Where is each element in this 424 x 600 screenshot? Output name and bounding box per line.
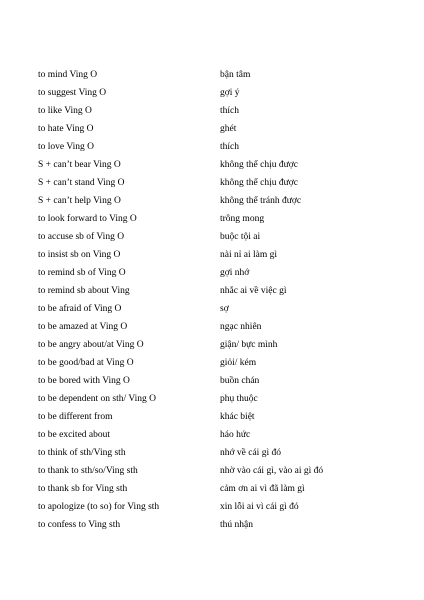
english-phrase: to look forward to Ving O xyxy=(38,214,137,224)
english-phrase: to thank to sth/so/Ving sth xyxy=(38,466,138,476)
vocabulary-entry xyxy=(38,66,418,84)
vietnamese-meaning: giỏi/ kém xyxy=(220,358,257,368)
english-phrase: to be different from xyxy=(38,412,113,422)
english-phrase: to like Ving O xyxy=(38,106,92,116)
english-phrase: to suggest Ving O xyxy=(38,88,107,98)
vietnamese-meaning: buộc tội ai xyxy=(220,232,261,242)
vietnamese-meaning: bận tâm xyxy=(220,70,251,80)
vietnamese-meaning: thích xyxy=(220,106,239,116)
english-phrase: S + can’t help Ving O xyxy=(38,196,121,206)
vietnamese-meaning: ngạc nhiên xyxy=(220,322,262,332)
english-phrase: to think of sth/Ving sth xyxy=(38,448,126,458)
english-phrase: to love Ving O xyxy=(38,142,94,152)
vietnamese-meaning: không thể tránh được xyxy=(220,196,302,206)
vocabulary-entry xyxy=(38,210,418,228)
vocabulary-entry xyxy=(38,300,418,318)
english-phrase: to be angry about/at Ving O xyxy=(38,340,144,350)
vocabulary-entry xyxy=(38,426,418,444)
vocabulary-entry xyxy=(38,444,418,462)
vietnamese-meaning: giận/ bực mình xyxy=(220,340,278,350)
vietnamese-meaning: phụ thuộc xyxy=(220,394,258,404)
vietnamese-meaning: thú nhận xyxy=(220,520,253,530)
vocabulary-entry xyxy=(38,408,418,426)
english-phrase: S + can’t stand Ving O xyxy=(38,178,125,188)
vietnamese-meaning: buồn chán xyxy=(220,376,260,386)
english-phrase: to hate Ving O xyxy=(38,124,94,134)
vietnamese-meaning: nhắc ai về việc gì xyxy=(220,286,287,296)
vietnamese-meaning: ghét xyxy=(220,124,237,134)
english-phrase: to be excited about xyxy=(38,430,111,440)
vocabulary-entry xyxy=(38,228,418,246)
vocabulary-entry xyxy=(38,264,418,282)
english-phrase: to mind Ving O xyxy=(38,70,98,80)
english-phrase: to accuse sb of Ving O xyxy=(38,232,125,242)
vocabulary-entry xyxy=(38,372,418,390)
vietnamese-meaning: không thể chịu được xyxy=(220,160,298,170)
vocabulary-entry xyxy=(38,156,418,174)
vocabulary-entry xyxy=(38,282,418,300)
vietnamese-meaning: khác biệt xyxy=(220,412,255,422)
vietnamese-meaning: thích xyxy=(220,142,239,152)
english-phrase: to confess to Ving sth xyxy=(38,520,121,530)
vocabulary-entry xyxy=(38,138,418,156)
english-phrase: to remind sb of Ving O xyxy=(38,268,126,278)
english-phrase: to be dependent on sth/ Ving O xyxy=(38,394,156,404)
vocabulary-entry xyxy=(38,498,418,516)
vocabulary-entry xyxy=(38,120,418,138)
vocabulary-entry xyxy=(38,246,418,264)
vocabulary-entry xyxy=(38,192,418,210)
vocabulary-entry xyxy=(38,354,418,372)
vocabulary-entry xyxy=(38,480,418,498)
vietnamese-meaning: sợ xyxy=(220,304,229,314)
vocabulary-entry xyxy=(38,174,418,192)
vietnamese-meaning: nhớ về cái gì đó xyxy=(220,448,281,458)
vietnamese-meaning: gợi ý xyxy=(220,88,240,98)
english-phrase: to be afraid of Ving O xyxy=(38,304,122,314)
vocabulary-entry xyxy=(38,336,418,354)
vocabulary-entry xyxy=(38,390,418,408)
vietnamese-meaning: nài nỉ ai làm gì xyxy=(220,250,277,260)
vocabulary-entry xyxy=(38,462,418,480)
vocabulary-entry xyxy=(38,318,418,336)
vocabulary-entry xyxy=(38,84,418,102)
vocabulary-entry xyxy=(38,516,418,534)
vietnamese-meaning: cảm ơn ai vì đã làm gì xyxy=(220,484,305,494)
english-phrase: to be good/bad at Ving O xyxy=(38,358,134,368)
english-phrase: to thank sb for Ving sth xyxy=(38,484,128,494)
vocabulary-list xyxy=(38,66,418,534)
english-phrase: to be amazed at Ving O xyxy=(38,322,128,332)
english-phrase: S + can’t bear Ving O xyxy=(38,160,121,170)
vietnamese-meaning: xin lỗi ai vì cái gì đó xyxy=(220,502,299,512)
english-phrase: to insist sb on Ving O xyxy=(38,250,121,260)
vietnamese-meaning: gợi nhớ xyxy=(220,268,250,278)
vietnamese-meaning: háo hức xyxy=(220,430,251,440)
vietnamese-meaning: trông mong xyxy=(220,214,265,224)
vietnamese-meaning: nhờ vào cái gì, vào ai gì đó xyxy=(220,466,324,476)
english-phrase: to apologize (to so) for Ving sth xyxy=(38,502,160,512)
vietnamese-meaning: không thể chịu được xyxy=(220,178,298,188)
english-phrase: to be bored with Ving O xyxy=(38,376,130,386)
vocabulary-entry xyxy=(38,102,418,120)
english-phrase: to remind sb about Ving xyxy=(38,286,130,296)
